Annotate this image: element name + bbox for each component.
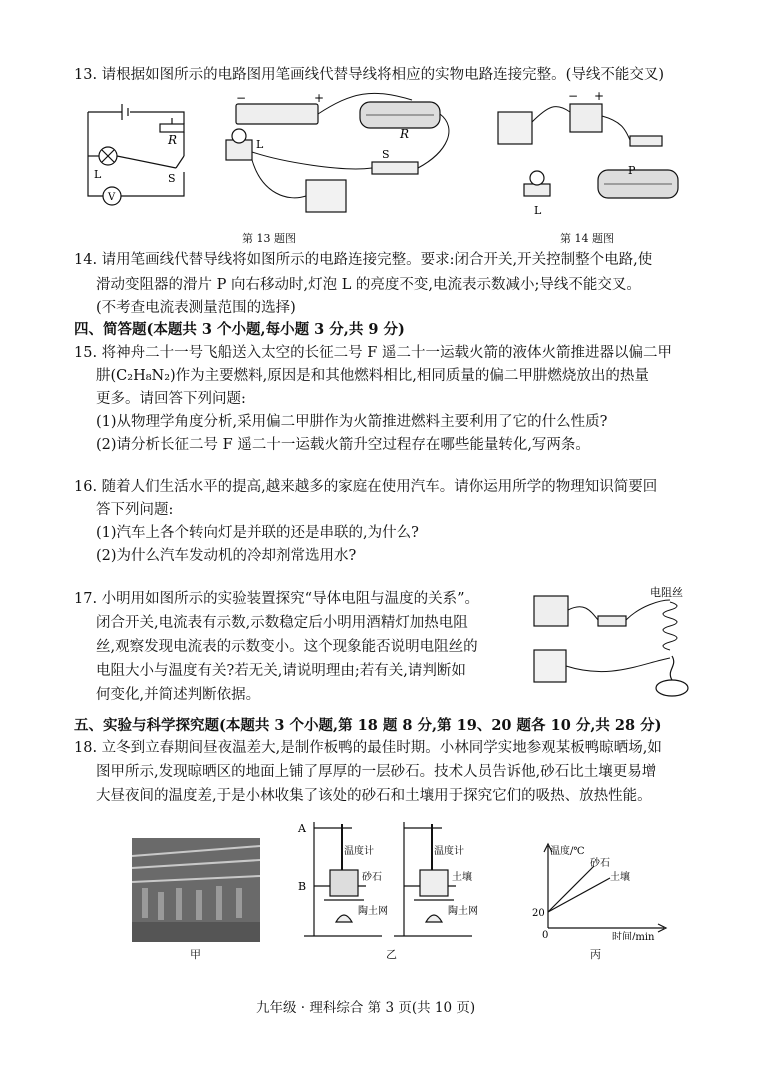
q17-line3: 丝,观察发现电流表的示数变小。这个现象能否说明电阻丝的 xyxy=(96,639,478,655)
q13-apparatus-l: L xyxy=(256,138,264,151)
page-footer: 九年级 · 理科综合 第 3 页(共 10 页) xyxy=(256,1000,476,1016)
q18-fig-jia-label: 甲 xyxy=(190,948,201,961)
q18-graph-sand: 砂石 xyxy=(590,858,610,869)
q14-line3: (不考查电流表测量范围的选择) xyxy=(96,300,296,316)
q15-line2: 肼(C₂H₈N₂)作为主要燃料,原因是和其他燃料相比,相同质量的偏二甲肼燃烧放出的热量 xyxy=(96,368,649,384)
q18-line1: 18. 立冬到立春期间昼夜温差大,是制作板鸭的最佳时期。小林同学实地参观某板鸭晾晒场,如 xyxy=(74,740,662,756)
q14-plus: + xyxy=(594,92,605,103)
q17-line2: 闭合开关,电流表有示数,示数稳定后小明用酒精灯加热电阻 xyxy=(96,615,468,631)
q16-sub1: (1)汽车上各个转向灯是并联的还是串联的,为什么? xyxy=(96,525,419,541)
q15-sub2: (2)请分析长征二号 F 遥二十一运载火箭升空过程存在哪些能量转化,写两条。 xyxy=(96,437,590,453)
q14-minus: − xyxy=(568,92,579,103)
q13-circuit-diagram xyxy=(78,96,198,214)
q18-photo-duck-drying-field xyxy=(132,838,260,942)
q18-label-a: A xyxy=(298,822,306,835)
q16-line2: 答下列问题: xyxy=(96,502,174,518)
q13-label-s: S xyxy=(168,172,176,185)
q18-fig-yi-label: 乙 xyxy=(386,948,397,961)
q13-apparatus-s: S xyxy=(382,148,390,161)
q13-label-v: V xyxy=(108,192,116,203)
q18-sand-label: 砂石 xyxy=(362,872,382,883)
section-4-title: 四、简答题(本题共 3 个小题,每小题 3 分,共 9 分) xyxy=(74,321,405,338)
q14-label-l: L xyxy=(534,204,542,216)
q17-line4: 电阻大小与温度有关?若无关,请说明理由;若有关,请判断如 xyxy=(96,663,466,679)
q13-label-l: L xyxy=(94,168,102,181)
q13-minus: − xyxy=(236,92,247,105)
q18-graph-origin: 0 xyxy=(542,930,549,940)
q14-line2: 滑动变阻器的滑片 P 向右移动时,灯泡 L 的亮度不变,电流表示数减小;导线不能交叉。 xyxy=(96,277,641,293)
q16-line1: 16. 随着人们生活水平的提高,越来越多的家庭在使用汽车。请你运用所学的物理知识简要回 xyxy=(74,479,658,495)
q17-apparatus xyxy=(520,584,700,700)
q17-line5: 何变化,并简述判断依据。 xyxy=(96,687,261,703)
q18-thermometer-right: 温度计 xyxy=(434,846,464,857)
q18-soil-line xyxy=(548,878,610,912)
q14-label-p: P xyxy=(628,164,636,177)
q17-resistance-wire-label: 电阻丝 xyxy=(650,586,683,599)
q18-gauze-right: 陶土网 xyxy=(448,906,478,917)
q16-sub2: (2)为什么汽车发动机的冷却剂常选用水? xyxy=(96,548,357,564)
q13-caption: 第 13 题图 xyxy=(242,232,296,245)
q18-thermometer-left: 温度计 xyxy=(344,846,374,857)
q18-soil-label: 土壤 xyxy=(452,872,472,883)
q18-graph-soil: 土壤 xyxy=(610,872,630,883)
q18-line3: 大昼夜间的温度差,于是小林收集了该处的砂石和土壤用于探究它们的吸热、放热性能。 xyxy=(96,788,652,804)
q18-graph-y20: 20 xyxy=(532,908,545,919)
q17-line1: 17. 小明用如图所示的实验装置探究“导体电阻与温度的关系”。 xyxy=(74,591,479,607)
q13-apparatus xyxy=(222,92,470,226)
q18-sand-line xyxy=(548,866,594,912)
q18-label-b: B xyxy=(298,880,307,893)
q15-line1: 15. 将神舟二十一号飞船送入太空的长征二号 F 遥二十一运载火箭的液体火箭推进器以偏二甲 xyxy=(74,345,672,361)
q14-apparatus xyxy=(494,92,694,216)
q13-label-r: R xyxy=(168,133,178,147)
section-5-title: 五、实验与科学探究题(本题共 3 个小题,第 18 题 8 分,第 19、20 题各 10 分,共 28 分) xyxy=(74,717,662,734)
q18-line2: 图甲所示,发现晾晒区的地面上铺了厚厚的一层砂石。技术人员告诉他,砂石比土壤更易增 xyxy=(96,764,657,780)
q18-graph-xlabel: 时间/min xyxy=(612,932,655,940)
q13-plus: + xyxy=(314,92,325,105)
q15-sub1: (1)从物理学角度分析,采用偏二甲肼作为火箭推进燃料主要利用了它的什么性质? xyxy=(96,414,608,430)
q18-temperature-graph xyxy=(524,840,670,940)
q13-apparatus-r: R xyxy=(400,127,410,141)
q18-fig-bing-label: 丙 xyxy=(590,948,601,961)
q18-gauze-left: 陶土网 xyxy=(358,906,388,917)
q18-graph-ylabel: 温度/℃ xyxy=(550,846,585,857)
q14-caption: 第 14 题图 xyxy=(560,232,614,245)
q13-text: 13. 请根据如图所示的电路图用笔画线代替导线将相应的实物电路连接完整。(导线不能交叉) xyxy=(74,67,664,83)
q15-line3: 更多。请回答下列问题: xyxy=(96,391,246,407)
q18-heating-apparatus xyxy=(296,818,494,944)
q14-line1: 14. 请用笔画线代替导线将如图所示的电路连接完整。要求:闭合开关,开关控制整个电路,使 xyxy=(74,252,653,268)
